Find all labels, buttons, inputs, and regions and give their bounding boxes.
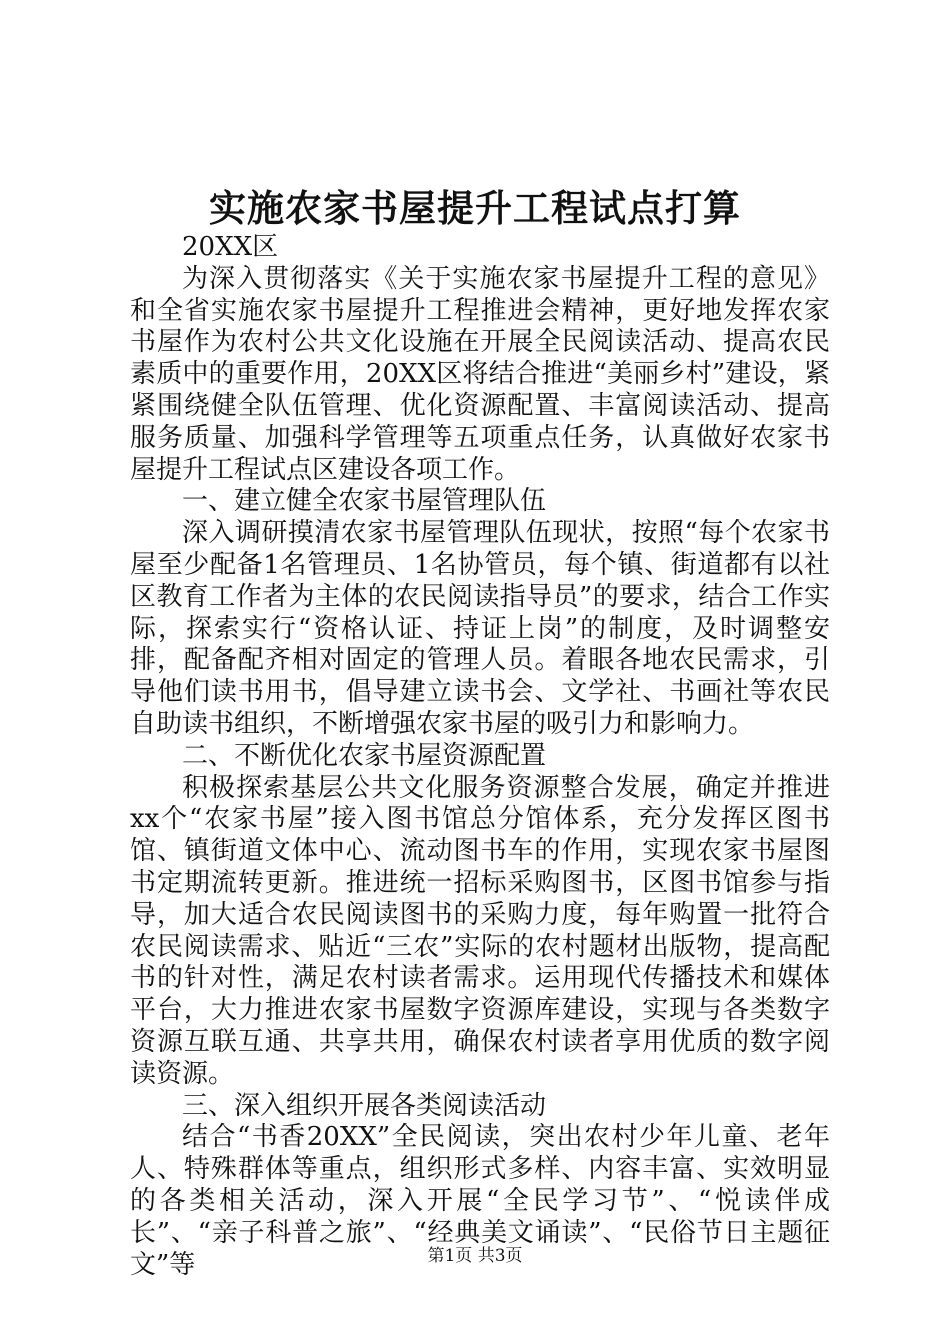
section-body-2: 积极探索基层公共文化服务资源整合发展，确定并推进xx个“农家书屋”接入图书馆总分馆体系，充分发挥区图书馆、镇街道文体中心、流动图书车的作用，实现农家书屋图书定期流转更新。推进统一招标采购图书，区图书馆参与指导，加大适合农民阅读图书的采购力度，每年购置一批符合农民阅读需求、贴近“三农”实际的农村题材出版物，提高配书的针对性，满足农村读者需求。运用现代传播技术和媒体平台，大力推进农家书屋数字资源库建设，实现与各类数字资源互联互通、共享共用，确保农村读者享用优质的数字阅读资源。 <box>130 772 830 1089</box>
section-body-3: 结合“书香20XX”全民阅读，突出农村少年儿童、老年人、特殊群体等重点，组织形式多样、内容丰富、实效明显的各类相关活动，深入开展“全民学习节”、“悦读伴成长”、“亲子科普之旅”、“经典美文诵读”、“民俗节日主题征文”等 <box>130 1122 830 1280</box>
intro-paragraph: 为深入贯彻落实《关于实施农家书屋提升工程的意见》和全省实施农家书屋提升工程推进会精神，更好地发挥农家书屋作为农村公共文化设施在开展全民阅读活动、提高农民素质中的重要作用，20XX区将结合推进“美丽乡村”建设，紧紧围绕健全队伍管理、优化资源配置、丰富阅读活动、提高服务质量、加强科学管理等五项重点任务，认真做好农家书屋提升工程试点区建设各项工作。 <box>130 263 830 485</box>
section-heading-1: 一、建立健全农家书屋管理队伍 <box>182 486 547 517</box>
page-number-footer: 第1页 共3页 <box>427 1246 523 1266</box>
district-line: 20XX区 <box>182 232 279 262</box>
section-heading-2: 二、不断优化农家书屋资源配置 <box>182 740 547 771</box>
document-body <box>130 232 830 1281</box>
section-heading-3: 三、深入组织开展各类阅读活动 <box>182 1090 547 1121</box>
document-title: 实施农家书屋提升工程试点打算 <box>209 186 741 230</box>
section-body-1: 深入调研摸清农家书屋管理队伍现状，按照“每个农家书屋至少配备1名管理员、1名协管员，每个镇、街道都有以社区教育工作者为主体的农民阅读指导员”的要求，结合工作实际，探索实行“资格认证、持证上岗”的制度，及时调整安排，配备配齐相对固定的管理人员。着眼各地农民需求，引导他们读书用书，倡导建立读书会、文学社、书画社等农民自助读书组织，不断增强农家书屋的吸引力和影响力。 <box>130 518 830 739</box>
